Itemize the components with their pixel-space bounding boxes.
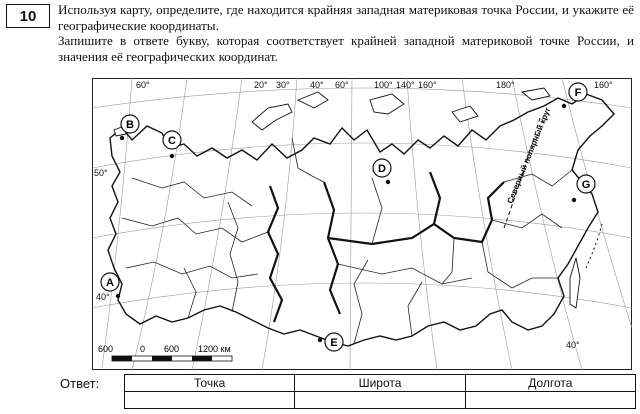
lon-label: 60° xyxy=(136,80,150,90)
column-point: Точка xyxy=(125,375,295,392)
lon-label: 60° xyxy=(335,80,349,90)
svg-text:G: G xyxy=(581,179,591,191)
answer-input-row xyxy=(125,392,636,409)
lon-label: 100° xyxy=(374,80,393,90)
column-latitude: Широта xyxy=(295,375,465,392)
longitude-answer-cell[interactable] xyxy=(465,392,635,409)
lon-label: 160° xyxy=(594,80,613,90)
point-answer-cell[interactable] xyxy=(125,392,295,409)
question-number: 10 xyxy=(6,4,50,28)
svg-text:F: F xyxy=(574,87,582,99)
svg-text:1200 км: 1200 км xyxy=(198,344,231,354)
column-longitude: Долгота xyxy=(465,375,635,392)
answer-label: Ответ: xyxy=(60,376,100,391)
svg-text:C: C xyxy=(168,135,176,147)
svg-text:0: 0 xyxy=(140,344,146,354)
svg-text:E: E xyxy=(330,337,338,349)
russia-outline-map xyxy=(92,78,632,370)
svg-text:B: B xyxy=(126,119,134,131)
arctic-circle-label: Северный полярный круг xyxy=(505,106,553,205)
lon-label: 20° xyxy=(254,80,268,90)
question-line-2: Запишите в ответе букву, которая соответствует крайней западной материковой точке России, и значения её географических координат. xyxy=(58,33,634,64)
svg-text:600: 600 xyxy=(164,344,180,354)
lat-label: 40° xyxy=(96,292,110,302)
lon-label: 140° xyxy=(396,80,415,90)
question-text xyxy=(58,2,634,64)
latitude-answer-cell[interactable] xyxy=(295,392,465,409)
question-line-1: Используя карту, определите, где находится крайняя западная материковая точка России, и укажите её географические координаты. xyxy=(58,2,634,33)
lon-label: 180° xyxy=(496,80,515,90)
lon-label: 50° xyxy=(94,168,108,178)
lat-label: 40° xyxy=(566,340,580,350)
lon-label: 160° xyxy=(418,80,437,90)
answer-table xyxy=(124,374,636,409)
lon-label: 30° xyxy=(276,80,290,90)
answer-header-row xyxy=(125,375,636,392)
svg-text:A: A xyxy=(106,277,114,289)
svg-text:600: 600 xyxy=(98,344,114,354)
lon-label: 40° xyxy=(310,80,324,90)
svg-text:D: D xyxy=(378,163,386,175)
